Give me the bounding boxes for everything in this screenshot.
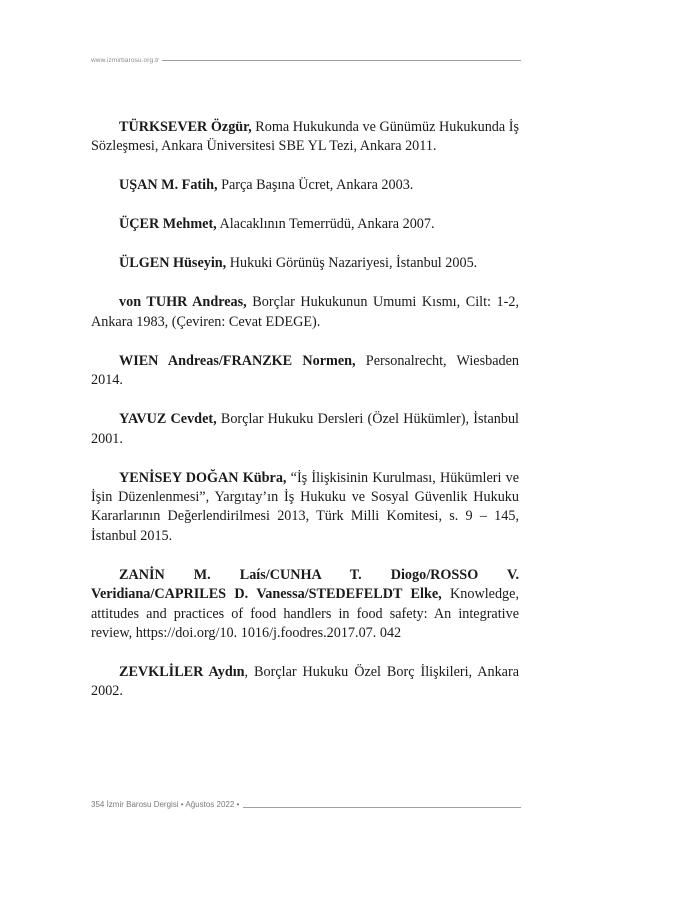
page-footer	[91, 798, 521, 814]
footer-text: 354 İzmir Barosu Dergisi • Ağustos 2022 •	[91, 800, 243, 809]
entry-author: UŞAN M. Fatih,	[119, 177, 218, 194]
entry-author: WIEN Andreas/FRANZKE Normen,	[119, 352, 356, 369]
bibliography-entry	[91, 176, 519, 195]
bibliography-entry	[91, 215, 519, 234]
bibliography-entry	[91, 293, 519, 332]
entry-citation: , Borçlar Hukuku Özel Borç İlişkileri, Ankara 2002.	[91, 664, 520, 700]
entry-author: TÜRKSEVER Özgür,	[119, 119, 252, 135]
bibliography-list	[91, 118, 519, 721]
entry-citation: Alacaklının Temerrüdü, Ankara 2007.	[216, 216, 435, 233]
entry-citation: Borçlar Hukuku Dersleri (Özel Hükümler), İstanbul 2001.	[91, 411, 519, 447]
entry-citation: Personalrecht, Wiesbaden 2014.	[91, 352, 520, 389]
entry-author: YENİSEY DOĞAN Kübra,	[119, 469, 287, 486]
entry-citation: Roma Hukukunda ve Günümüz Hukukunda İş Sözleşmesi, Ankara Üniversitesi SBE YL Tezi, Ankara 2011.	[91, 119, 520, 155]
bibliography-entry	[91, 566, 519, 644]
entry-citation: Parça Başına Ücret, Ankara 2003.	[217, 177, 414, 194]
entry-citation: Borçlar Hukukunun Umumi Kısmı, Cilt: 1-2, Ankara 1983, (Çeviren: Cevat EDEGE).	[91, 294, 519, 330]
entry-author: ZEVKLİLER Aydın	[119, 664, 245, 681]
bibliography-entry	[91, 663, 519, 702]
entry-citation: Knowledge, attitudes and practices of food handlers in food safety: An integrative review, https://doi.org/10. 1016/j.foodres.2017.07. 042	[91, 586, 519, 642]
bibliography-entry	[91, 254, 519, 273]
entry-author: ÜÇER Mehmet,	[119, 216, 217, 233]
header-divider	[162, 60, 521, 61]
entry-author: YAVUZ Cevdet,	[119, 411, 217, 428]
page-header	[91, 54, 521, 66]
entry-author: ÜLGEN Hüseyin,	[119, 255, 227, 272]
bibliography-entry	[91, 469, 519, 547]
bibliography-entry	[91, 410, 519, 449]
bibliography-entry	[91, 118, 519, 157]
entry-author: von TUHR Andreas,	[119, 294, 247, 311]
entry-citation: Hukuki Görünüş Nazariyesi, İstanbul 2005.	[226, 255, 478, 272]
entry-citation: “İş İlişkisinin Kurulması, Hükümleri ve İşin Düzenlenmesi”, Yargıtay’ın İş Hukuku ve Sosyal Güvenlik Hukuku Kararlarının Değerlendirilmesi 2013, Türk Milli Komitesi, s. 9 – 145, İstanbul 2015.	[91, 469, 519, 544]
entry-author: ZANİN M. Laís/CUNHA T. Diogo/ROSSO V. Veridiana/CAPRILES D. Vanessa/STEDEFELDT Elke,	[91, 566, 519, 603]
header-url: www.izmirbarosu.org.tr	[91, 56, 160, 64]
bibliography-entry	[91, 352, 519, 391]
